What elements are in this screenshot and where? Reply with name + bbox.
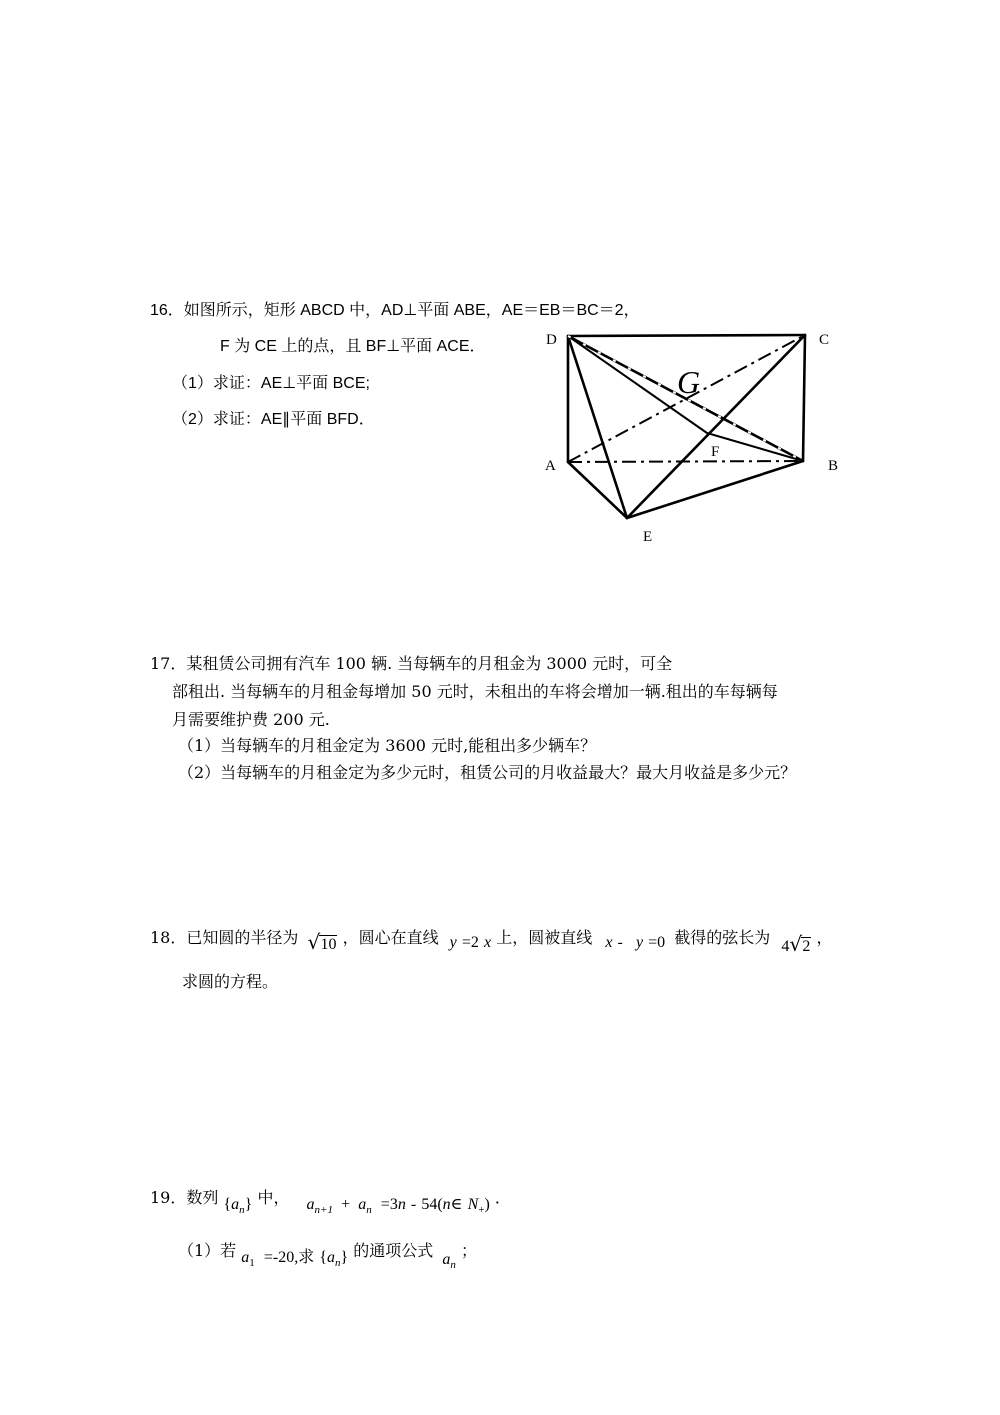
q19-p1-val: =-20,求 <box>263 1249 315 1266</box>
edge-FB <box>707 433 803 461</box>
q18-radius-radicand: 10 <box>320 936 337 953</box>
q17-line3: 月需要维护费 200 元. <box>172 710 330 729</box>
q18-text4: 截得的弦长为 <box>674 928 771 947</box>
q17-part2: （2）当每辆车的月租金定为多少元时，租赁公司的月收益最大？最大月收益是多少元？ <box>178 763 797 782</box>
q18-line2: 求圆的方程。 <box>182 972 279 991</box>
label-A: A <box>545 458 556 474</box>
q19-text2: 中， <box>257 1188 290 1207</box>
label-C: C <box>819 332 830 348</box>
q16-part1: （1）求证：AE⊥平面 BCE; <box>172 375 370 392</box>
q19-part1: （1）若 $a_1 =-20$,求 $\{a_n\}$ 的通项公式 $a_n$ ； <box>178 1241 478 1271</box>
q19-p1-text3: ； <box>461 1241 478 1260</box>
q19-seq-n: n <box>239 1204 245 1216</box>
edge-CB <box>803 335 805 461</box>
q19-rec-n2: n <box>442 1196 451 1213</box>
q18-chord-minus: - <box>617 934 623 951</box>
q18-chord-sqrt <box>789 932 811 957</box>
q18-chord-radicand: 2 <box>802 938 811 955</box>
q19-p1-an-sub: n <box>450 1259 456 1271</box>
q19-rec-Nsub: + <box>478 1204 485 1216</box>
q19-rec-sub2: n <box>366 1204 372 1216</box>
edge-AB-hidden <box>568 461 803 462</box>
q18-line-eq: =2 <box>461 934 479 951</box>
q18-text1: 18．已知圆的半径为 <box>150 928 299 947</box>
q19-rec-a2: a <box>358 1196 367 1213</box>
q19-rec-eq: =3 <box>380 1196 398 1213</box>
q18-line-y: y <box>449 934 457 951</box>
q18-text3: 上，圆被直线 <box>496 928 593 947</box>
q19-p1-seq-a: a <box>327 1249 336 1266</box>
q19-seq-a: a <box>231 1196 240 1213</box>
edge-CE <box>627 335 805 518</box>
q17-line1: 17．某租赁公司拥有汽车 100 辆. 当每辆车的月租金为 3000 元时，可全 <box>150 654 673 673</box>
q18-line1 <box>150 928 833 956</box>
q18-chord-x: x <box>605 934 613 951</box>
radical-icon: √ <box>789 932 803 956</box>
label-F: F <box>711 444 720 460</box>
q19-p1-text2: 的通项公式 <box>353 1241 434 1260</box>
q18-radius-sqrt <box>307 930 337 955</box>
q16-part2: （2）求证：AE∥平面 BFD． <box>172 411 375 428</box>
q19-text3: ． <box>494 1188 511 1207</box>
q18-chord-y: y <box>635 934 644 951</box>
q19-rec-in: ∈ <box>450 1196 463 1213</box>
q18-chord-coef: 4 <box>781 938 790 955</box>
label-G: G <box>677 364 701 400</box>
q18-text2: ，圆心在直线 <box>342 928 439 947</box>
q19-rec-plus: + <box>341 1196 351 1213</box>
q19-line1: 19．数列 $\{a_n\}$ 中， $a_{n+1} + a_n =3n$ - 54(n∈ $N_+$) ． <box>150 1188 511 1216</box>
q19-rec-54: 54( <box>421 1196 443 1213</box>
q19-p1-sub: 1 <box>249 1257 255 1269</box>
q19-p1-seq-n: n <box>335 1257 341 1269</box>
q18-text5: ， <box>816 928 833 947</box>
q19-rec-sub1: n+1 <box>314 1204 333 1216</box>
radical-icon: √ <box>307 930 321 954</box>
q19-rec-n: n <box>397 1196 406 1213</box>
q18-line-x: x <box>484 934 492 951</box>
q19-p1-text1: （1）若 <box>178 1241 237 1260</box>
q16-line2: F 为 CE 上的点，且 BF⊥平面 ACE． <box>220 338 486 355</box>
q16-line1: 16．如图所示，矩形 ABCD 中，AD⊥平面 ABE，AE＝EB＝BC＝2， <box>150 302 640 319</box>
q19-rec-a1: a <box>306 1196 315 1213</box>
label-D: D <box>546 332 557 348</box>
q16-figure <box>535 320 855 560</box>
q19-p1-a: a <box>241 1249 250 1266</box>
edge-DC <box>568 335 805 336</box>
q19-text1: 19．数列 <box>150 1188 219 1207</box>
q19-p1-an: a <box>442 1251 451 1268</box>
label-E: E <box>643 529 653 545</box>
q19-rec-close: ) <box>484 1196 490 1213</box>
label-B: B <box>828 458 839 474</box>
q17-part1: （1）当每辆车的月租金定为 3600 元时,能租出多少辆车？ <box>178 736 597 755</box>
q17-line2: 部租出. 当每辆车的月租金每增加 50 元时，未租出的车将会增加一辆.租出的车每辆每 <box>172 682 778 701</box>
q18-chord-eq: =0 <box>648 934 666 951</box>
q19-rec-N: N <box>467 1196 479 1213</box>
q19-rec-minus: - <box>410 1196 417 1213</box>
